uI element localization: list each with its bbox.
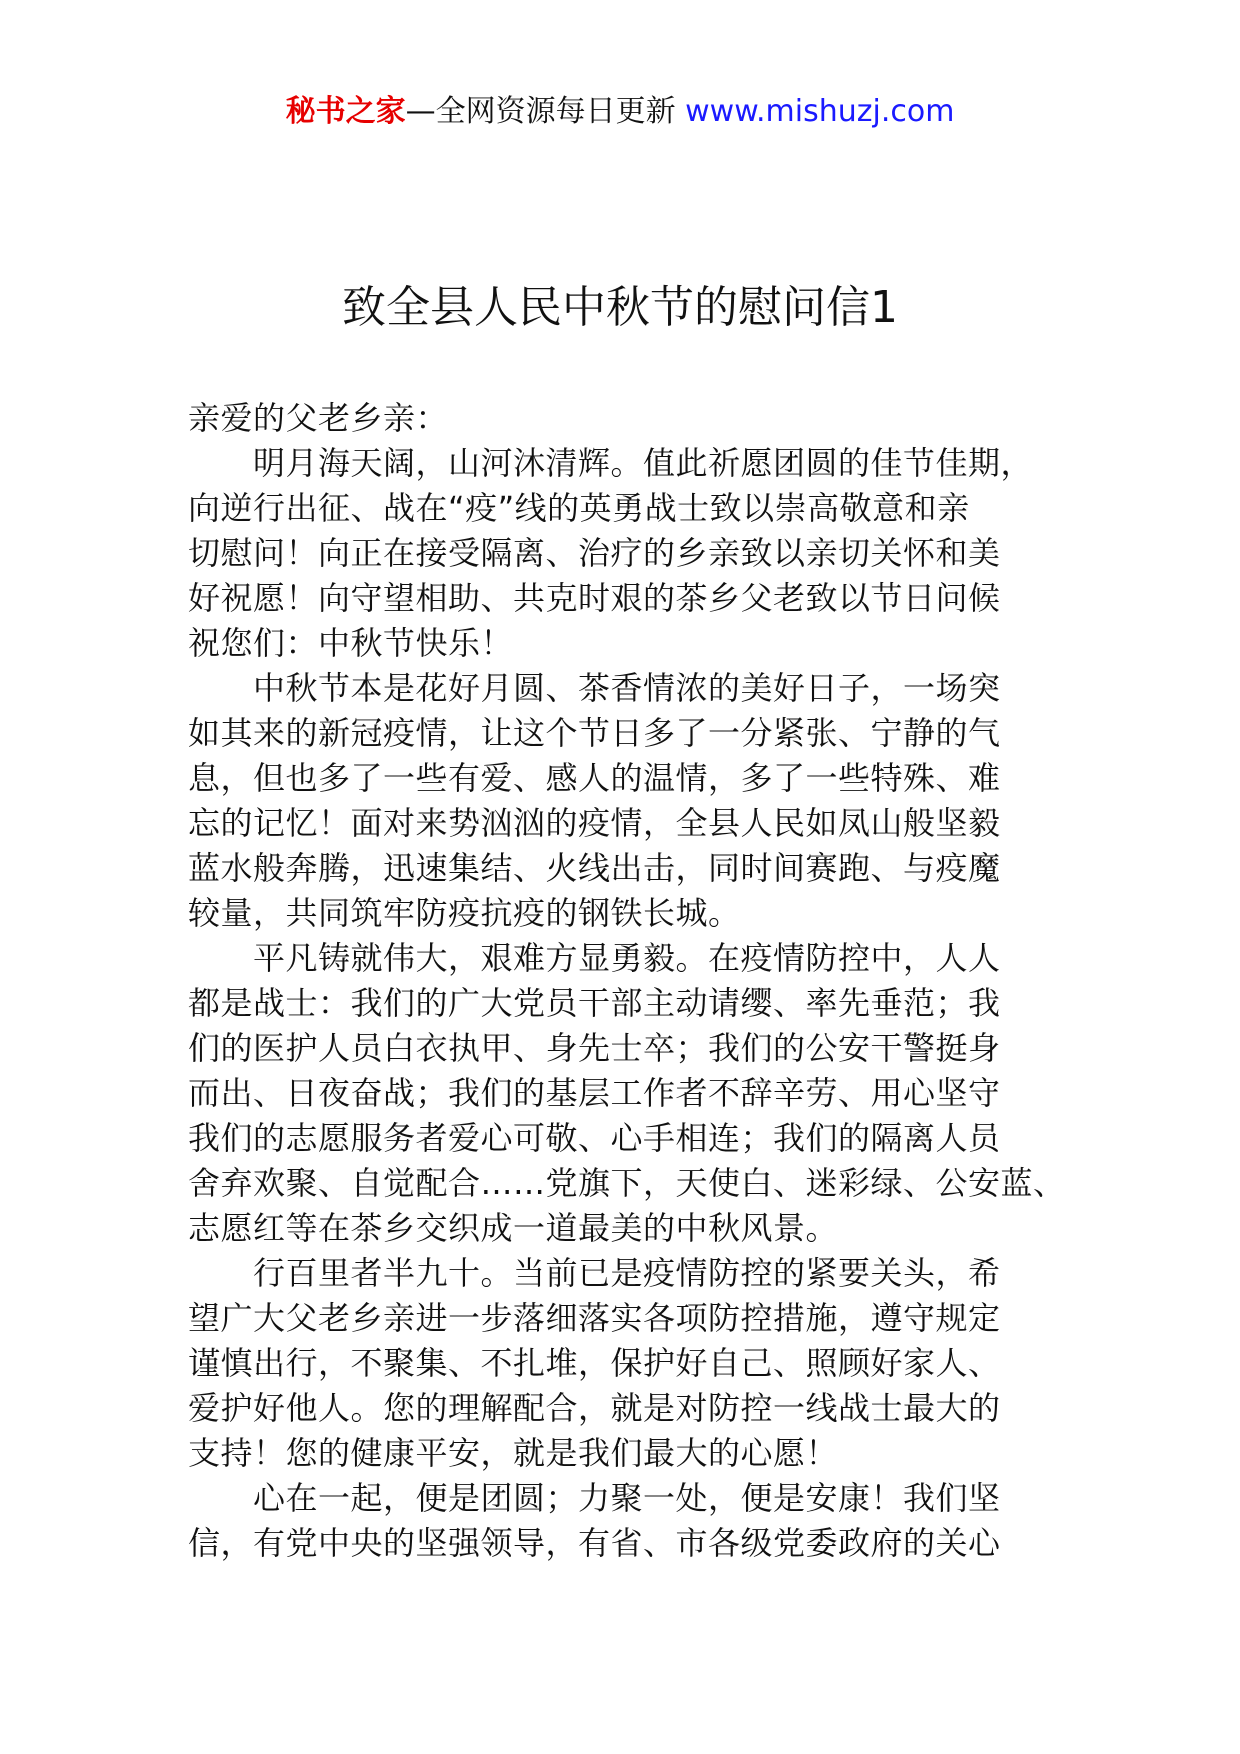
text-line: 而出、日夜奋战；我们的基层工作者不辞辛劳、用心坚守 — [188, 1074, 1001, 1112]
text-line: 中秋节本是花好月圆、茶香情浓的美好日子，一场突 — [188, 669, 1001, 707]
document-title: 致全县人民中秋节的慰问信1 — [342, 282, 898, 333]
site-tagline: —全网资源每日更新 — [405, 94, 686, 129]
text-line: 切慰问！向正在接受隔离、治疗的乡亲致以亲切关怀和美 — [188, 534, 1001, 572]
text-line: 舍弃欢聚、自觉配合……党旗下，天使白、迷彩绿、公安蓝、 — [188, 1164, 1066, 1202]
text-line: 较量，共同筑牢防疫抗疫的钢铁长城。 — [188, 894, 741, 932]
text-line: 向逆行出征、战在“疫”线的英勇战士致以崇高敬意和亲 — [188, 489, 970, 527]
site-brand: 秘书之家 — [285, 94, 406, 129]
text-line: 平凡铸就伟大，艰难方显勇毅。在疫情防控中，人人 — [188, 939, 1001, 977]
text-line: 都是战士：我们的广大党员干部主动请缨、率先垂范；我 — [188, 984, 1001, 1022]
text-line: 爱护好他人。您的理解配合，就是对防控一线战士最大的 — [188, 1389, 1001, 1427]
text-line: 息，但也多了一些有爱、感人的温情，多了一些特殊、难 — [188, 759, 1001, 797]
text-line: 如其来的新冠疫情，让这个节日多了一分紧张、宁静的气 — [188, 714, 1001, 752]
text-line: 谨慎出行，不聚集、不扎堆，保护好自己、照顾好家人、 — [188, 1344, 1001, 1382]
text-line: 心在一起，便是团圆；力聚一处，便是安康！我们坚 — [188, 1479, 1001, 1517]
text-line: 忘的记忆！面对来势汹汹的疫情，全县人民如凤山般坚毅 — [188, 804, 1001, 842]
site-url-link[interactable]: www.mishuzj.com — [685, 94, 955, 129]
text-line: 们的医护人员白衣执甲、身先士卒；我们的公安干警挺身 — [188, 1029, 1001, 1067]
text-line: 明月海天阔，山河沐清辉。值此祈愿团圆的佳节佳期， — [188, 444, 1034, 482]
text-line: 志愿红等在茶乡交织成一道最美的中秋风景。 — [188, 1209, 839, 1247]
text-line: 支持！您的健康平安，就是我们最大的心愿！ — [188, 1434, 839, 1472]
text-line: 信，有党中央的坚强领导，有省、市各级党委政府的关心 — [188, 1524, 1001, 1562]
letter-body — [188, 396, 1068, 1566]
text-line: 好祝愿！向守望相助、共克时艰的茶乡父老致以节日问候 — [188, 579, 1001, 617]
text-line: 蓝水般奔腾，迅速集结、火线出击，同时间赛跑、与疫魔 — [188, 849, 1001, 887]
text-line: 望广大父老乡亲进一步落细落实各项防控措施，遵守规定 — [188, 1299, 1001, 1337]
site-header — [0, 92, 1240, 132]
text-line: 行百里者半九十。当前已是疫情防控的紧要关头，希 — [188, 1254, 1001, 1292]
text-line: 我们的志愿服务者爱心可敬、心手相连；我们的隔离人员 — [188, 1119, 1001, 1157]
text-line: 祝您们：中秋节快乐！ — [188, 624, 514, 662]
text-line: 亲爱的父老乡亲： — [188, 399, 449, 437]
